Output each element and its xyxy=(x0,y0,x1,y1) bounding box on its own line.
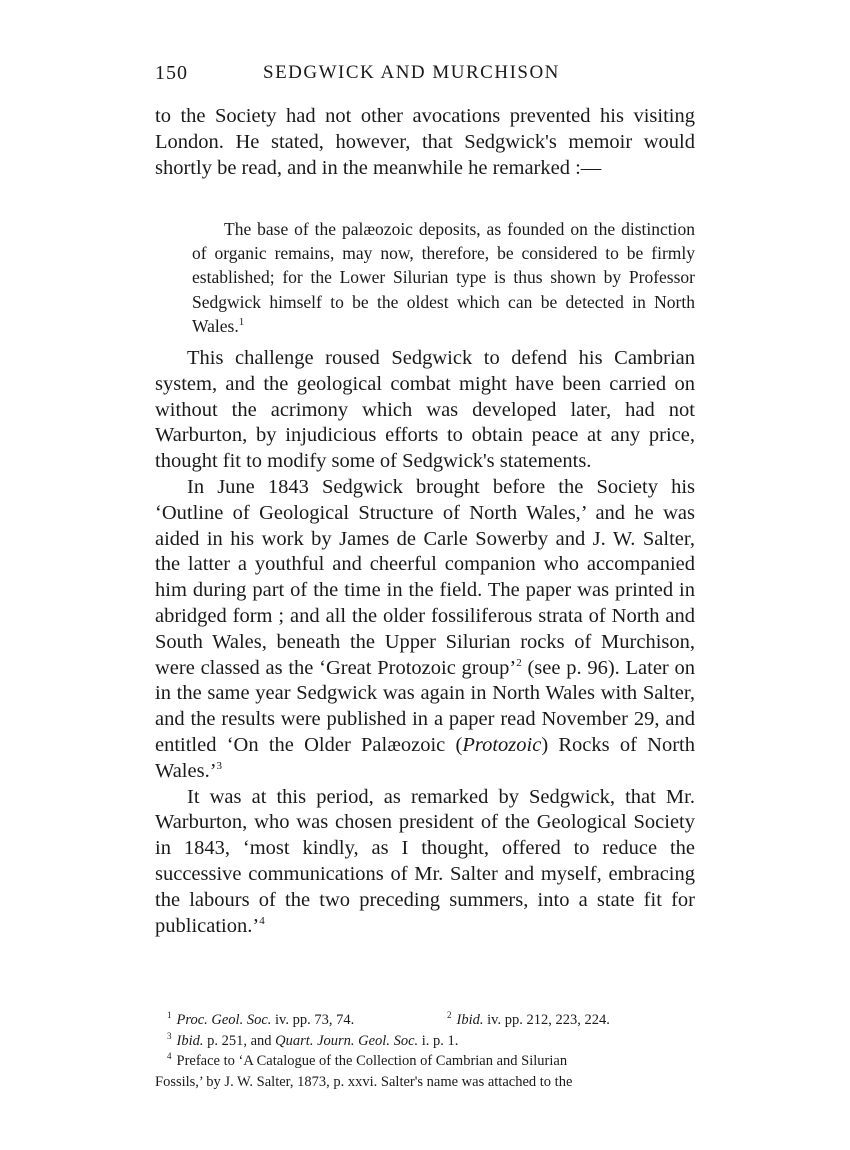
quote-paragraph xyxy=(192,217,695,338)
p2-italic-protozoic: Protozoic xyxy=(462,733,542,756)
page-number: 150 xyxy=(155,62,188,84)
footnote-3 xyxy=(155,1031,695,1052)
p2-text-a: In June 1843 Sedgwick brought before the Society his ‘Outline of Geological Structure of North Wales,’ and he was aided in his work by James de Carle Sowerby and J. W. Salter, the latter a youthful and cheerful companion who accompanied him during part of the time in the field. The paper was printed in abridged form ; and all the older fossiliferous strata of North and South Wales, beneath the Upper Silurian rocks of Murchison, were classed as the ‘Great Protozoic group’ xyxy=(155,475,695,679)
footnote-3-text-b: i. p. 1. xyxy=(418,1032,459,1049)
footnote-1 xyxy=(167,1010,354,1031)
running-head: SEDGWICK AND MURCHISON xyxy=(263,62,560,83)
main-text xyxy=(155,346,695,939)
footnotes xyxy=(155,1010,695,1092)
footnote-4-continuation: Fossils,’ by J. W. Salter, 1873, p. xxvi. Salter's name was attached to the xyxy=(155,1073,573,1090)
paragraph-warburton xyxy=(155,785,695,940)
p2-text-c: ) Rocks of North Wales.’ xyxy=(155,733,695,782)
footnote-2 xyxy=(447,1010,610,1031)
footnote-3-italic-b: Quart. Journ. Geol. Soc. xyxy=(275,1032,419,1049)
footnote-4 xyxy=(155,1051,695,1072)
paragraph-june-1843 xyxy=(155,475,695,785)
footnote-mark-4: 4 xyxy=(167,1051,172,1062)
p2-text-b: (see p. 96). Later on in the same year Sedgwick was again in North Wales with Salter, and the results were published in a paper read November 29, and entitled ‘On the Older Palæozoic ( xyxy=(155,656,696,756)
opening-paragraph-block xyxy=(155,104,695,181)
footnote-4-line-1: Preface to ‘A Catalogue of the Collection of Cambrian and Silurian xyxy=(176,1053,568,1069)
footnote-ref-3: 3 xyxy=(216,759,223,772)
footnote-ref-2: 2 xyxy=(516,656,522,669)
footnote-ref-1: 1 xyxy=(238,315,245,328)
footnote-2-italic: Ibid. xyxy=(456,1012,484,1028)
page-header xyxy=(155,62,695,88)
footnote-3-italic-a: Ibid. xyxy=(176,1032,204,1049)
footnote-mark-3: 3 xyxy=(167,1030,172,1041)
footnote-1-italic: Proc. Geol. Soc. xyxy=(176,1012,272,1028)
p3-text: It was at this period, as remarked by Sedgwick, that Mr. Warburton, who was chosen president of the Geological Society in 1843, ‘most kindly, as I thought, offered to reduce the successive communications of Mr. Salter and myself, embracing the labours of the two preceding summers, into a state fit for publication.’ xyxy=(155,785,695,937)
opening-paragraph: to the Society had not other avocations prevented his visiting London. He stated, however, that Sedgwick's memoir would shortly be read, and in the meanwhile he remarked :— xyxy=(155,105,695,179)
footnote-row-1-2 xyxy=(155,1010,695,1031)
footnote-3-text-a: p. 251, and xyxy=(203,1032,276,1049)
footnote-1-text: iv. pp. 73, 74. xyxy=(271,1012,355,1028)
paragraph-challenge: This challenge roused Sedgwick to defend his Cambrian system, and the geological combat might have been carried on without the acrimony which was developed later, had not Warburton, by injudicious efforts to obtain peace at any price, thought fit to modify some of Sedgwick's statements. xyxy=(155,347,695,473)
footnote-mark-1: 1 xyxy=(167,1010,172,1021)
block-quote xyxy=(192,217,695,338)
footnote-ref-4: 4 xyxy=(259,914,265,927)
footnote-mark-2: 2 xyxy=(447,1010,452,1021)
quote-text: The base of the palæozoic deposits, as founded on the distinction of organic remains, may now, therefore, be considered to be firmly established; for the Lower Silurian type is thus shown by Professor Sedgwick himself to be the oldest which can be detected in North Wales. xyxy=(192,219,695,336)
footnote-2-text: iv. pp. 212, 223, 224. xyxy=(483,1012,610,1028)
